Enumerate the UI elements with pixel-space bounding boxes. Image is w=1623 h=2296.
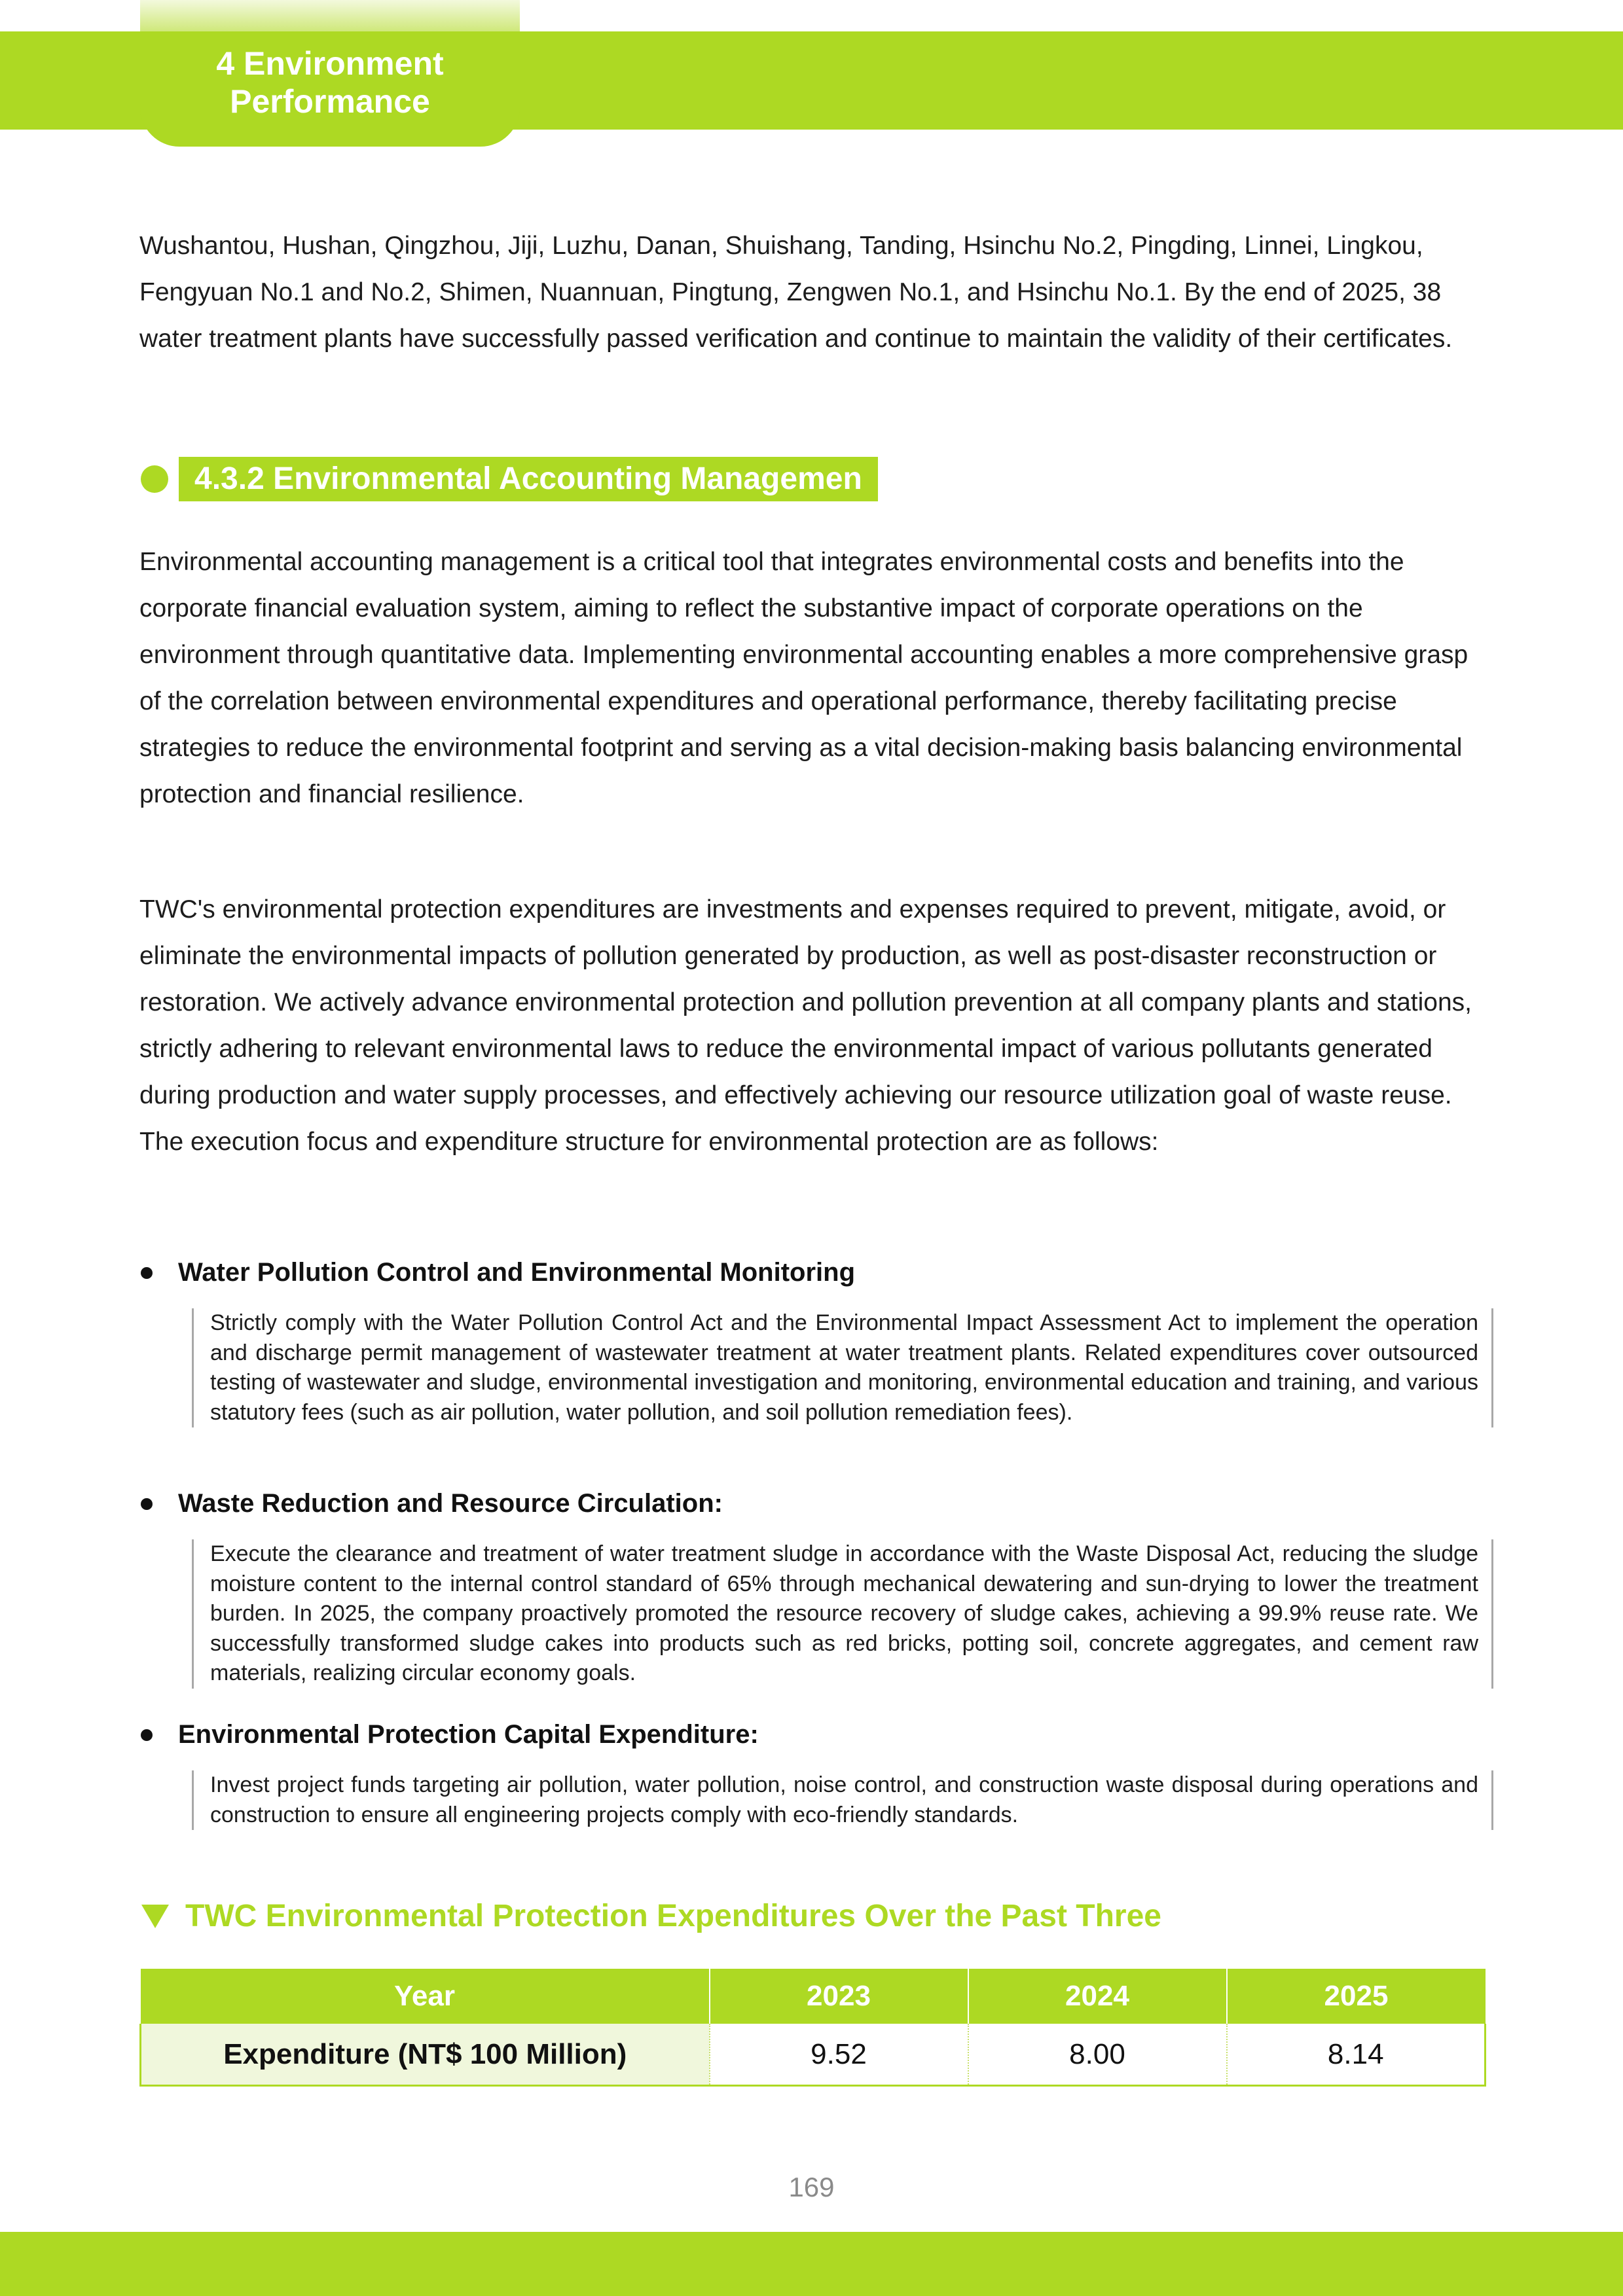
table-header-cell: 2023 <box>710 1969 968 2024</box>
bullet-body: Execute the clearance and treatment of water treatment sludge in accordance with the Waste Disposal Act, reducing the sludge moisture content to the internal control standard of 65% through mechanical dewatering and sun-drying to lower the treatment burden. In 2025, the company proactively promoted the resource recovery of sludge cakes, achieving a 99.9% reuse rate. We successfully transformed sludge cakes into products such as red bricks, potting soil, concrete aggregates, and cement raw materials, realizing circular economy goals. <box>192 1539 1493 1689</box>
bullet-heading: Water Pollution Control and Environmental Monitoring <box>178 1258 856 1287</box>
footer-band <box>0 2232 1623 2296</box>
section-tab-title: 4 Environment Performance <box>216 45 444 120</box>
section-tab <box>140 31 520 147</box>
section-bullet-icon <box>141 465 168 493</box>
body-paragraph: Environmental accounting management is a critical tool that integrates environmental costs and benefits into the corporate financial evaluation system, aiming to reflect the substantive impact of corporate operations on the environment through quantitative data. Implementing environmental accounting enables a more comprehensive grasp of the correlation between environmental expenditures and operational performance, thereby facilitating precise strategies to reduce the environmental footprint and serving as a vital decision-making basis balancing environmental protection and financial resilience. <box>139 548 1468 808</box>
bullet-heading: Environmental Protection Capital Expenditure: <box>178 1720 759 1749</box>
table-cell: 8.14 <box>1227 2024 1486 2086</box>
body-paragraph: TWC's environmental protection expenditures are investments and expenses required to prevent, mitigate, avoid, or eliminate the environmental impacts of pollution generated by production, as well as post-disaster reconstruction or restoration. We actively advance environmental protection and pollution prevention at all company plants and stations, strictly adhering to relevant environmental laws to reduce the environmental impact of various pollutants generated during production and water supply processes, and effectively achieving our resource utilization goal of waste reuse. The execution focus and expenditure structure for environmental protection are as follows: <box>139 895 1472 1156</box>
table-title: TWC Environmental Protection Expenditures Over the Past Three <box>185 1899 1161 1933</box>
expenditure-table <box>139 1969 1486 2087</box>
table-header-cell: 2024 <box>968 1969 1227 2024</box>
intro-paragraph: Wushantou, Hushan, Qingzhou, Jiji, Luzhu, Danan, Shuishang, Tanding, Hsinchu No.2, Pingding, Linnei, Lingkou, Fengyuan No.1 and No.2, Shimen, Nuannuan, Pingtung, Zengwen No.1, and Hsinchu No.1. By the end of 2025, 38 water treatment plants have successfully passed verification and continue to maintain the validity of their certificates. <box>139 232 1453 353</box>
bullet-body: Invest project funds targeting air pollution, water pollution, noise control, and construction waste disposal during operations and construction to ensure all engineering projects comply with eco-friendly standards. <box>192 1770 1493 1830</box>
bullet-icon <box>141 1729 153 1741</box>
triangle-down-icon <box>141 1905 169 1928</box>
page-number: 169 <box>788 2172 835 2202</box>
bullet-body: Strictly comply with the Water Pollution Control Act and the Environmental Impact Assessment Act to implement the operation and discharge permit management of wastewater treatment at water treatment plants. Related expenditures cover outsourced testing of wastewater and sludge, environmental investigation and monitoring, environmental education and training, and various statutory fees (such as air pollution, water pollution, and soil pollution remediation fees). <box>192 1308 1493 1427</box>
section-tab-top <box>140 0 520 31</box>
section-heading: 4.3.2 Environmental Accounting Managemen <box>179 457 878 501</box>
table-header-cell: Year <box>141 1969 710 2024</box>
table-header-cell: 2025 <box>1227 1969 1486 2024</box>
table-row <box>141 2024 1486 2086</box>
table-cell: 9.52 <box>710 2024 968 2086</box>
table-header-row <box>141 1969 1486 2024</box>
bullet-icon <box>141 1498 153 1510</box>
table-row-label: Expenditure (NT$ 100 Million) <box>141 2024 710 2086</box>
bullet-icon <box>141 1267 153 1279</box>
table-cell: 8.00 <box>968 2024 1227 2086</box>
bullet-heading: Waste Reduction and Resource Circulation: <box>178 1489 723 1518</box>
